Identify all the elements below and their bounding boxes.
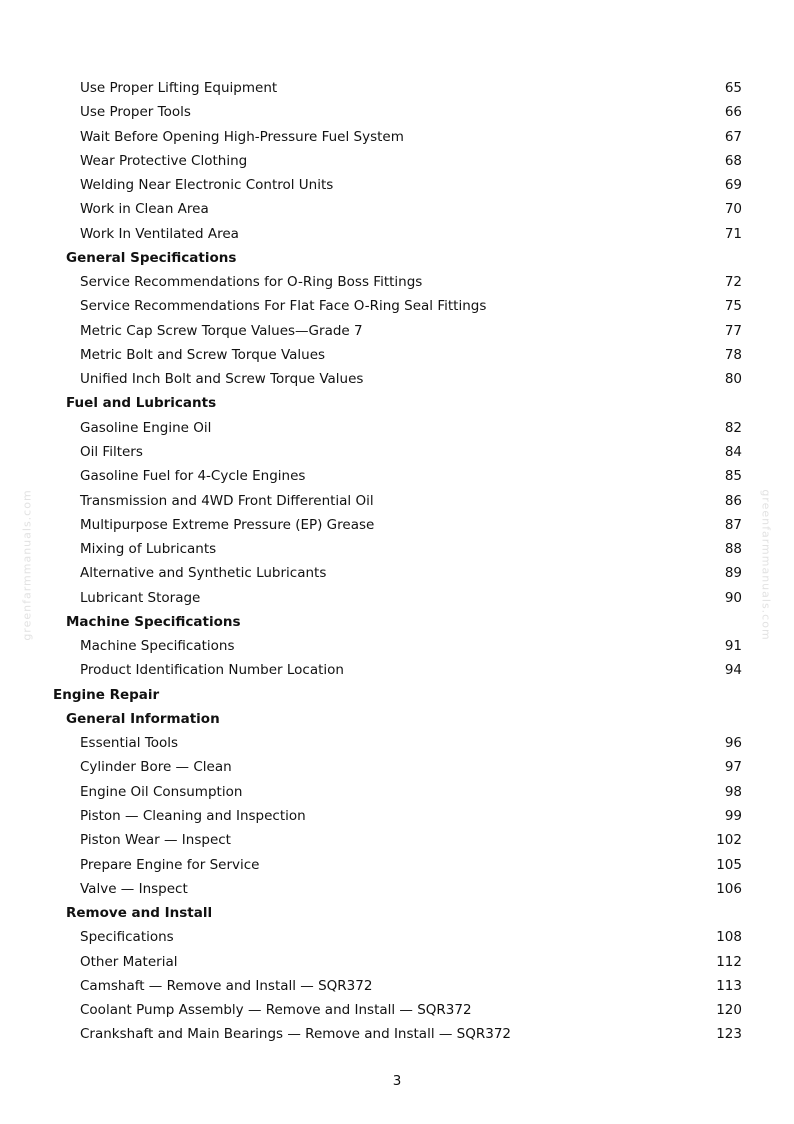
toc-entry-title: Engine Oil Consumption [80, 783, 243, 800]
toc-entry[interactable] [0, 513, 794, 537]
toc-entry-title: General Specifications [66, 249, 237, 266]
toc-entry-title: Alternative and Synthetic Lubricants [80, 565, 327, 582]
watermark-left: greenfarmmanuals.com [20, 489, 34, 641]
toc-entry-title: Unified Inch Bolt and Screw Torque Values [80, 371, 364, 388]
toc-entry-title: Machine Specifications [80, 638, 235, 655]
toc-entry-page-number: 90 [724, 589, 742, 606]
toc-entry[interactable] [0, 367, 794, 391]
toc-entry[interactable] [0, 537, 794, 561]
toc-entry-title: Wear Protective Clothing [80, 152, 248, 169]
toc-entry-page-number: 88 [724, 541, 742, 558]
toc-entry[interactable] [0, 731, 794, 755]
toc-entry-page-number: 70 [724, 201, 742, 218]
toc-entry-page-number: 123 [716, 1026, 742, 1043]
toc-entry-page-number: 94 [724, 662, 742, 679]
toc-entry-title: Wait Before Opening High-Pressure Fuel System [80, 128, 404, 145]
toc-entry[interactable] [0, 100, 794, 124]
toc-entry-page-number: 105 [716, 856, 742, 873]
toc-entry[interactable] [0, 319, 794, 343]
toc-entry-page-number: 96 [724, 735, 742, 752]
toc-entry-title: Use Proper Tools [80, 104, 191, 121]
toc-entry-title: Metric Bolt and Screw Torque Values [80, 346, 326, 363]
toc-entry-page-number: 86 [724, 492, 742, 509]
toc-section-heading [0, 901, 794, 925]
toc-entry[interactable] [0, 173, 794, 197]
toc-entry[interactable] [0, 1022, 794, 1046]
toc-entry[interactable] [0, 755, 794, 779]
toc-entry[interactable] [0, 561, 794, 585]
toc-entry-page-number: 85 [724, 468, 742, 485]
toc-entry-page-number: 120 [716, 1002, 742, 1019]
toc-section-heading [0, 707, 794, 731]
toc-entry[interactable] [0, 974, 794, 998]
toc-entry-title: Machine Specifications [66, 613, 241, 630]
toc-entry-title: Product Identification Number Location [80, 662, 344, 679]
toc-entry-title: Valve — Inspect [80, 880, 188, 897]
toc-entry[interactable] [0, 804, 794, 828]
toc-entry[interactable] [0, 440, 794, 464]
toc-entry-title: Engine Repair [53, 686, 160, 703]
toc-entry-page-number: 91 [724, 638, 742, 655]
toc-entry-page-number: 68 [724, 152, 742, 169]
toc-entry[interactable] [0, 464, 794, 488]
toc-entry[interactable] [0, 343, 794, 367]
toc-entry[interactable] [0, 222, 794, 246]
toc-entry-title: Work in Clean Area [80, 201, 209, 218]
toc-entry-title: Service Recommendations For Flat Face O-Ring Seal Fittings [80, 298, 487, 315]
toc-entry[interactable] [0, 586, 794, 610]
toc-entry[interactable] [0, 270, 794, 294]
toc-entry-title: Multipurpose Extreme Pressure (EP) Grease [80, 516, 375, 533]
toc-entry-page-number: 71 [724, 225, 742, 242]
toc-entry[interactable] [0, 294, 794, 318]
toc-entry-title: Prepare Engine for Service [80, 856, 260, 873]
toc-entry[interactable] [0, 149, 794, 173]
toc-entry-title: Transmission and 4WD Front Differential Oil [80, 492, 374, 509]
toc-entry-title: Specifications [80, 929, 174, 946]
toc-entry-page-number: 98 [724, 783, 742, 800]
toc-entry-page-number: 84 [724, 443, 742, 460]
toc-entry[interactable] [0, 634, 794, 658]
toc-entry-page-number: 113 [716, 977, 742, 994]
toc-entry-title: Other Material [80, 953, 178, 970]
toc-section-heading [0, 246, 794, 270]
toc-entry-page-number: 78 [724, 346, 742, 363]
toc-entry-page-number: 69 [724, 177, 742, 194]
toc-entry[interactable] [0, 998, 794, 1022]
toc-entry-page-number: 89 [724, 565, 742, 582]
toc-entry-page-number: 97 [724, 759, 742, 776]
toc-entry-page-number: 66 [724, 104, 742, 121]
toc-entry[interactable] [0, 658, 794, 682]
toc-entry-page-number: 67 [724, 128, 742, 145]
toc-entry[interactable] [0, 925, 794, 949]
toc-entry[interactable] [0, 877, 794, 901]
toc-entry-page-number: 77 [724, 322, 742, 339]
page-number: 3 [392, 1073, 402, 1089]
toc-entry[interactable] [0, 853, 794, 877]
toc-entry[interactable] [0, 828, 794, 852]
toc-entry-page-number: 65 [724, 80, 742, 96]
toc-entry-title: Fuel and Lubricants [66, 395, 217, 412]
toc-entry[interactable] [0, 489, 794, 513]
toc-entry-title: General Information [66, 710, 220, 727]
toc-entry-page-number: 80 [724, 371, 742, 388]
toc-section-heading [0, 610, 794, 634]
toc-entry-title: Cylinder Bore — Clean [80, 759, 232, 776]
toc-entry[interactable] [0, 76, 794, 100]
toc-entry-page-number: 102 [716, 832, 742, 849]
toc-entry[interactable] [0, 197, 794, 221]
toc-entry-title: Gasoline Engine Oil [80, 419, 212, 436]
toc-entry-title: Welding Near Electronic Control Units [80, 177, 334, 194]
toc-entry-page-number: 87 [724, 516, 742, 533]
toc-entry-title: Coolant Pump Assembly — Remove and Install — SQR372 [80, 1002, 472, 1019]
toc-entry-title: Essential Tools [80, 735, 179, 752]
toc-entry-title: Mixing of Lubricants [80, 541, 217, 558]
toc-entry-page-number: 75 [724, 298, 742, 315]
watermark-right: greenfarmmanuals.com [759, 489, 773, 641]
toc-entry-title: Piston — Cleaning and Inspection [80, 807, 306, 824]
toc-entry[interactable] [0, 780, 794, 804]
toc-entry-page-number: 112 [716, 953, 742, 970]
toc-entry[interactable] [0, 125, 794, 149]
toc-entry-title: Service Recommendations for O-Ring Boss Fittings [80, 274, 423, 291]
toc-section-heading [0, 391, 794, 415]
toc-entry-title: Remove and Install [66, 905, 213, 922]
toc-entry-title: Metric Cap Screw Torque Values—Grade 7 [80, 322, 363, 339]
toc-entry-title: Piston Wear — Inspect [80, 832, 231, 849]
toc-entry-page-number: 106 [716, 880, 742, 897]
toc-entry-title: Use Proper Lifting Equipment [80, 80, 278, 96]
toc-entry-title: Oil Filters [80, 443, 143, 460]
toc-chapter [0, 683, 794, 707]
toc-entry-page-number: 82 [724, 419, 742, 436]
toc-entry[interactable] [0, 950, 794, 974]
toc-entry-title: Gasoline Fuel for 4-Cycle Engines [80, 468, 306, 485]
toc-entry-title: Camshaft — Remove and Install — SQR372 [80, 977, 373, 994]
toc-entry-title: Lubricant Storage [80, 589, 201, 606]
toc-entry-title: Crankshaft and Main Bearings — Remove and Install — SQR372 [80, 1026, 512, 1043]
toc-entry-page-number: 99 [724, 807, 742, 824]
table-of-contents [0, 76, 794, 1047]
toc-entry-title: Work In Ventilated Area [80, 225, 239, 242]
toc-entry-page-number: 108 [716, 929, 742, 946]
toc-entry-page-number: 72 [724, 274, 742, 291]
toc-entry[interactable] [0, 416, 794, 440]
